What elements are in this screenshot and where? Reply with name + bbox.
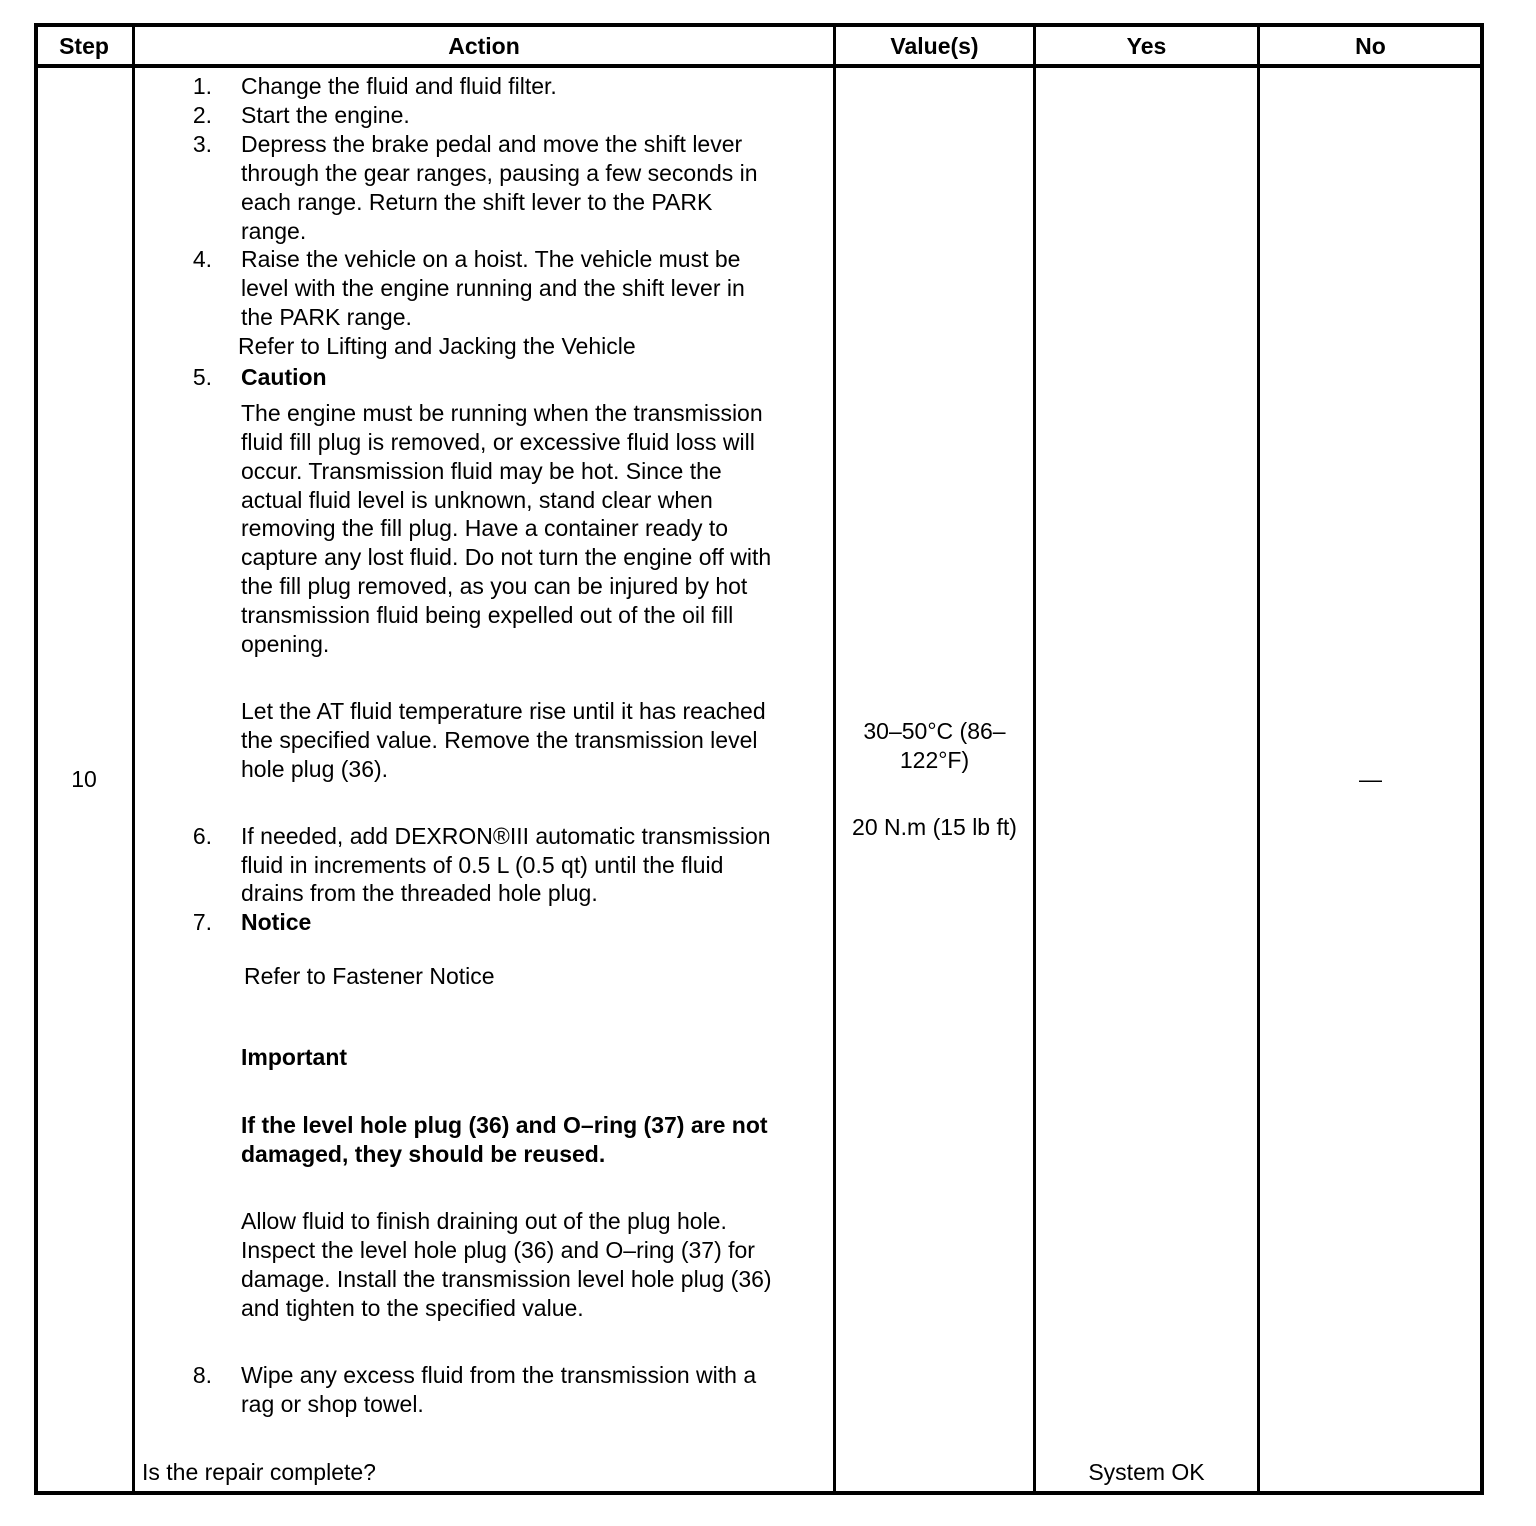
header-action: Action bbox=[448, 33, 520, 59]
caution-text: the fill plug removed, as you can be injured by hot bbox=[241, 573, 748, 599]
col-divider-values bbox=[1033, 23, 1036, 1495]
no-result: — bbox=[1359, 766, 1382, 792]
caution-text: transmission fluid being expelled out of the oil fill bbox=[241, 602, 734, 628]
question-text: Is the repair complete? bbox=[142, 1459, 376, 1485]
reference-link-lifting[interactable]: Refer to Lifting and Jacking the Vehicle bbox=[238, 333, 636, 359]
caution-text: occur. Transmission fluid may be hot. Since the bbox=[241, 458, 722, 484]
item-text: hole plug (36). bbox=[241, 756, 389, 782]
caution-heading: Caution bbox=[241, 364, 327, 390]
item-text: rag or shop towel. bbox=[241, 1391, 424, 1417]
item-text: Inspect the level hole plug (36) and O–ring (37) for bbox=[241, 1237, 755, 1263]
caution-text: capture any lost fluid. Do not turn the engine off with bbox=[241, 544, 772, 570]
item-number: 8. bbox=[192, 1362, 212, 1388]
item-text: Let the AT fluid temperature rise until it has reached bbox=[241, 698, 766, 724]
value-temperature: 122°F) bbox=[899, 747, 970, 773]
item-text: drains from the threaded hole plug. bbox=[241, 880, 598, 906]
item-text: Raise the vehicle on a hoist. The vehicle must be bbox=[241, 246, 741, 272]
header-no: No bbox=[1355, 33, 1386, 59]
item-text: the PARK range. bbox=[241, 304, 412, 330]
item-number: 3. bbox=[192, 131, 212, 157]
item-text: through the gear ranges, pausing a few seconds in bbox=[241, 160, 758, 186]
item-text: and tighten to the specified value. bbox=[241, 1295, 584, 1321]
caution-text: actual fluid level is unknown, stand clear when bbox=[241, 487, 713, 513]
item-text: Allow fluid to finish draining out of the plug hole. bbox=[241, 1208, 727, 1234]
important-text: damaged, they should be reused. bbox=[241, 1141, 606, 1167]
item-text: range. bbox=[241, 218, 307, 244]
notice-heading: Notice bbox=[241, 909, 312, 935]
reference-link-fastener[interactable]: Refer to Fastener Notice bbox=[244, 963, 495, 989]
item-number: 5. bbox=[192, 364, 212, 390]
col-divider-step bbox=[132, 23, 135, 1495]
header-yes: Yes bbox=[1126, 33, 1167, 59]
item-text: If needed, add DEXRON®III automatic transmission bbox=[241, 823, 771, 849]
item-text: damage. Install the transmission level hole plug (36) bbox=[241, 1266, 772, 1292]
item-text: the specified value. Remove the transmission level bbox=[241, 727, 758, 753]
item-text: Change the fluid and fluid filter. bbox=[241, 73, 557, 99]
important-text: If the level hole plug (36) and O–ring (37) are not bbox=[241, 1112, 768, 1138]
important-heading: Important bbox=[241, 1044, 348, 1070]
yes-result: System OK bbox=[1088, 1459, 1205, 1485]
caution-text: The engine must be running when the transmission bbox=[241, 400, 763, 426]
caution-text: opening. bbox=[241, 631, 330, 657]
item-number: 1. bbox=[192, 73, 212, 99]
value-torque: 20 N.m (15 lb ft) bbox=[852, 814, 1017, 840]
item-number: 7. bbox=[192, 909, 212, 935]
caution-text: removing the fill plug. Have a container ready to bbox=[241, 515, 729, 541]
item-text: Wipe any excess fluid from the transmission with a bbox=[241, 1362, 757, 1388]
caution-text: fluid fill plug is removed, or excessive fluid loss will bbox=[241, 429, 755, 455]
item-number: 4. bbox=[192, 246, 212, 272]
step-number: 10 bbox=[71, 766, 97, 792]
item-text: level with the engine running and the shift lever in bbox=[241, 275, 745, 301]
header-step: Step bbox=[59, 33, 109, 59]
item-text: fluid in increments of 0.5 L (0.5 qt) until the fluid bbox=[241, 852, 724, 878]
item-text: Start the engine. bbox=[241, 102, 410, 128]
item-text: Depress the brake pedal and move the shift lever bbox=[241, 131, 743, 157]
item-number: 6. bbox=[192, 823, 212, 849]
item-number: 2. bbox=[192, 102, 212, 128]
value-temperature: 30–50°C (86– bbox=[863, 718, 1006, 744]
header-values: Value(s) bbox=[890, 33, 979, 59]
item-text: each range. Return the shift lever to the PARK bbox=[241, 189, 713, 215]
col-divider-yes bbox=[1257, 23, 1260, 1495]
